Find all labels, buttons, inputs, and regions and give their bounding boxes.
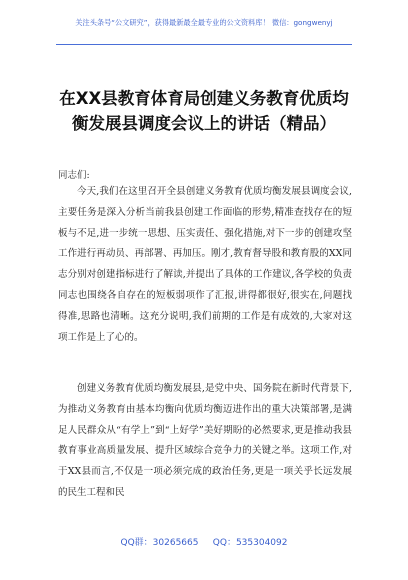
body-paragraph: 创建义务教育优质均衡发展县,是党中央、国务院在新时代背景下,为推动义务教育由基本均衡向优质均衡迈进作出的重大决策部署,是满足人民群众从“有学上”到“上好学”美好期盼的必然要求,更是推动我县教育事业高质量发展、提升区域综合竞争力的关键之举。这项工作,对于XX县而言,不仅是一项必须完成的政治任务,更是一项关乎长远发展的民生工程和民 [58, 383, 352, 498]
body-paragraph: 今天,我们在这里召开全县创建义务教育优质均衡发展县调度会议,主要任务是深入分析当前我县创建工作面临的形势,精准查找存在的短板与不足,进一步统一思想、压实责任、强化措施,对下一步的创建攻坚工作进行再动员、再部署、再加压。刚才,教育督导股和教育股的XX同志分别对创建指标进行了解读,并提出了具体的工作建议,各学校的负责同志也围绕各自存在的短板弱项作了汇报,讲得都很好,很实在,问题找得准,思路也清晰。这充分说明,我们前期的工作是有成效的,大家对这项工作是上了心的。 [58, 186, 352, 343]
header-notice: 关注头条号“公文研究”，获得最新最全最专业的公文资料库！ 微信：gongwenyj [75, 18, 333, 27]
header-divider [56, 44, 352, 45]
document-title: 在XX县教育体育局创建义务教育优质均衡发展县调度会议上的讲话（精品） [59, 89, 349, 133]
salutation: 同志们: [58, 170, 90, 181]
footer-contact: QQ群：30265665 QQ：535304092 [120, 538, 288, 548]
